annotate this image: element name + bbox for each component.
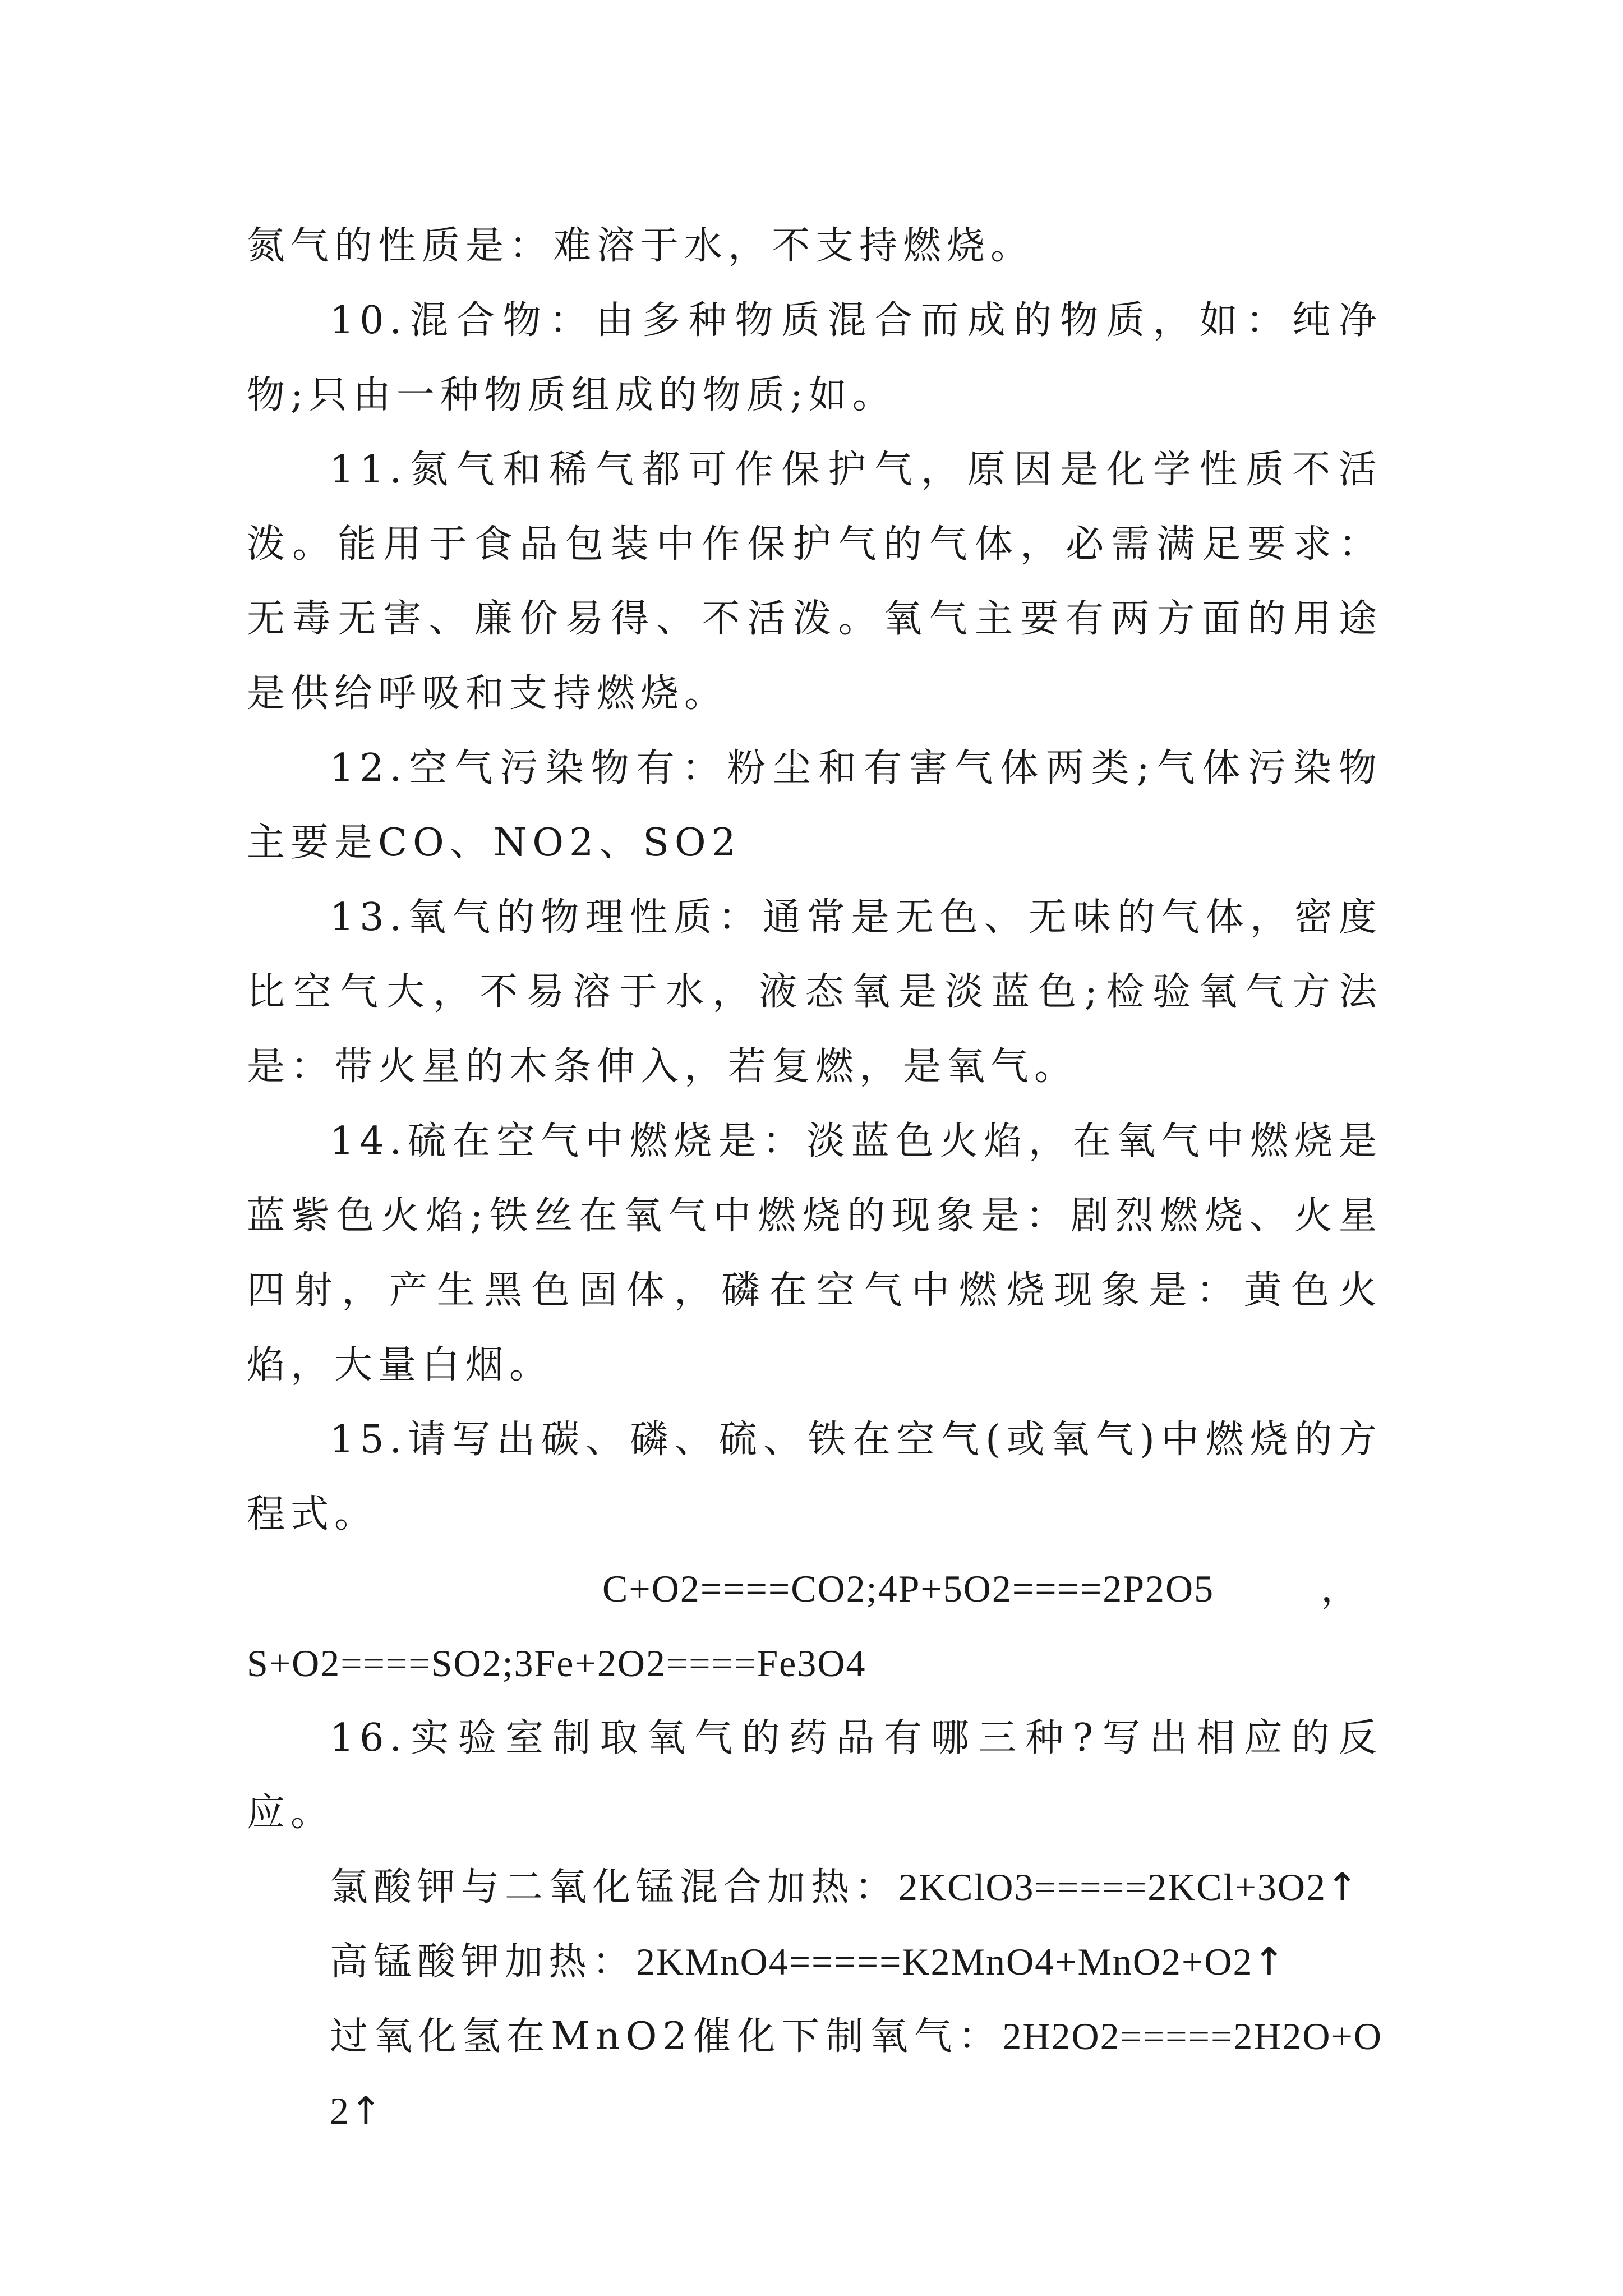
paragraph-14-combustion-phenomena: 14.硫在空气中燃烧是：淡蓝色火焰，在氧气中燃烧是蓝紫色火焰;铁丝在氧气中燃烧的现象是：剧烈燃烧、火星四射，产生黑色固体，磷在空气中燃烧现象是：黄色火焰，大量白烟。: [247, 1119, 1382, 1387]
paragraph-13-oxygen-properties: 13.氧气的物理性质：通常是无色、无味的气体，密度比空气大，不易溶于水，液态氧是淡蓝色;检验氧气方法是：带火星的木条伸入，若复燃，是氧气。: [247, 895, 1382, 1089]
paragraph-15-combustion-equations: 15.请写出碳、磷、硫、铁在空气(或氧气)中燃烧的方程式。: [247, 1418, 1382, 1536]
equation-carbon-phosphorus: C+O2====CO2;4P+5O2====2P2O5: [602, 1567, 1215, 1610]
gas-up-arrow-icon: ↑: [350, 2089, 382, 2133]
equation-label-potassium-chlorate: 氯酸钾与二氧化锰混合加热：: [330, 1865, 899, 1910]
gas-up-arrow-icon: ↑: [1326, 1865, 1359, 1910]
paragraph-12-air-pollutants: 12.空气污染物有：粉尘和有害气体两类;气体污染物主要是CO、NO2、SO2: [247, 746, 1382, 865]
paragraph-11-protective-gas: 11.氮气和稀气都可作保护气，原因是化学性质不活泼。能用于食品包装中作保护气的气体，必需满足要求：无毒无害、廉价易得、不活泼。氧气主要有两方面的用途是供给呼吸和支持燃烧。: [247, 448, 1382, 716]
gas-up-arrow-icon: ↑: [1253, 1940, 1285, 1984]
paragraph-10-mixtures: 10.混合物：由多种物质混合而成的物质，如：纯净物;只由一种物质组成的物质;如。: [247, 298, 1382, 417]
equation-label-hydrogen-peroxide: 过氧化氢在MnO2催化下制氧气：: [330, 2014, 1003, 2059]
equation-label-potassium-permanganate: 高锰酸钾加热：: [330, 1940, 637, 1984]
equation-item-potassium-chlorate: [247, 1850, 1382, 1925]
equation-potassium-chlorate: 2KClO3=====2KCl+3O2: [898, 1866, 1327, 1908]
equation-potassium-permanganate: 2KMnO4=====K2MnO4+MnO2+O2: [636, 1940, 1253, 1983]
equation-separator-comma: ，: [1320, 1567, 1360, 1610]
equation-hydrogen-peroxide: 2H2O2=====2H2O+O2: [330, 2015, 1382, 2132]
paragraph-16-lab-oxygen: 16.实验室制取氧气的药品有哪三种?写出相应的反应。: [247, 1716, 1382, 1835]
equation-item-hydrogen-peroxide: [247, 1999, 1382, 2148]
equation-item-potassium-permanganate: [247, 1925, 1382, 1999]
paragraph-nitrogen-properties: 氮气的性质是：难溶于水，不支持燃烧。: [247, 224, 1035, 268]
document-body: [247, 209, 1382, 2148]
equation-line-carbon-phosphorus: [247, 1552, 1382, 1626]
equation-sulfur-iron: S+O2====SO2;3Fe+2O2====Fe3O4: [247, 1642, 866, 1685]
equation-line-sulfur-iron: [247, 1626, 1382, 1701]
